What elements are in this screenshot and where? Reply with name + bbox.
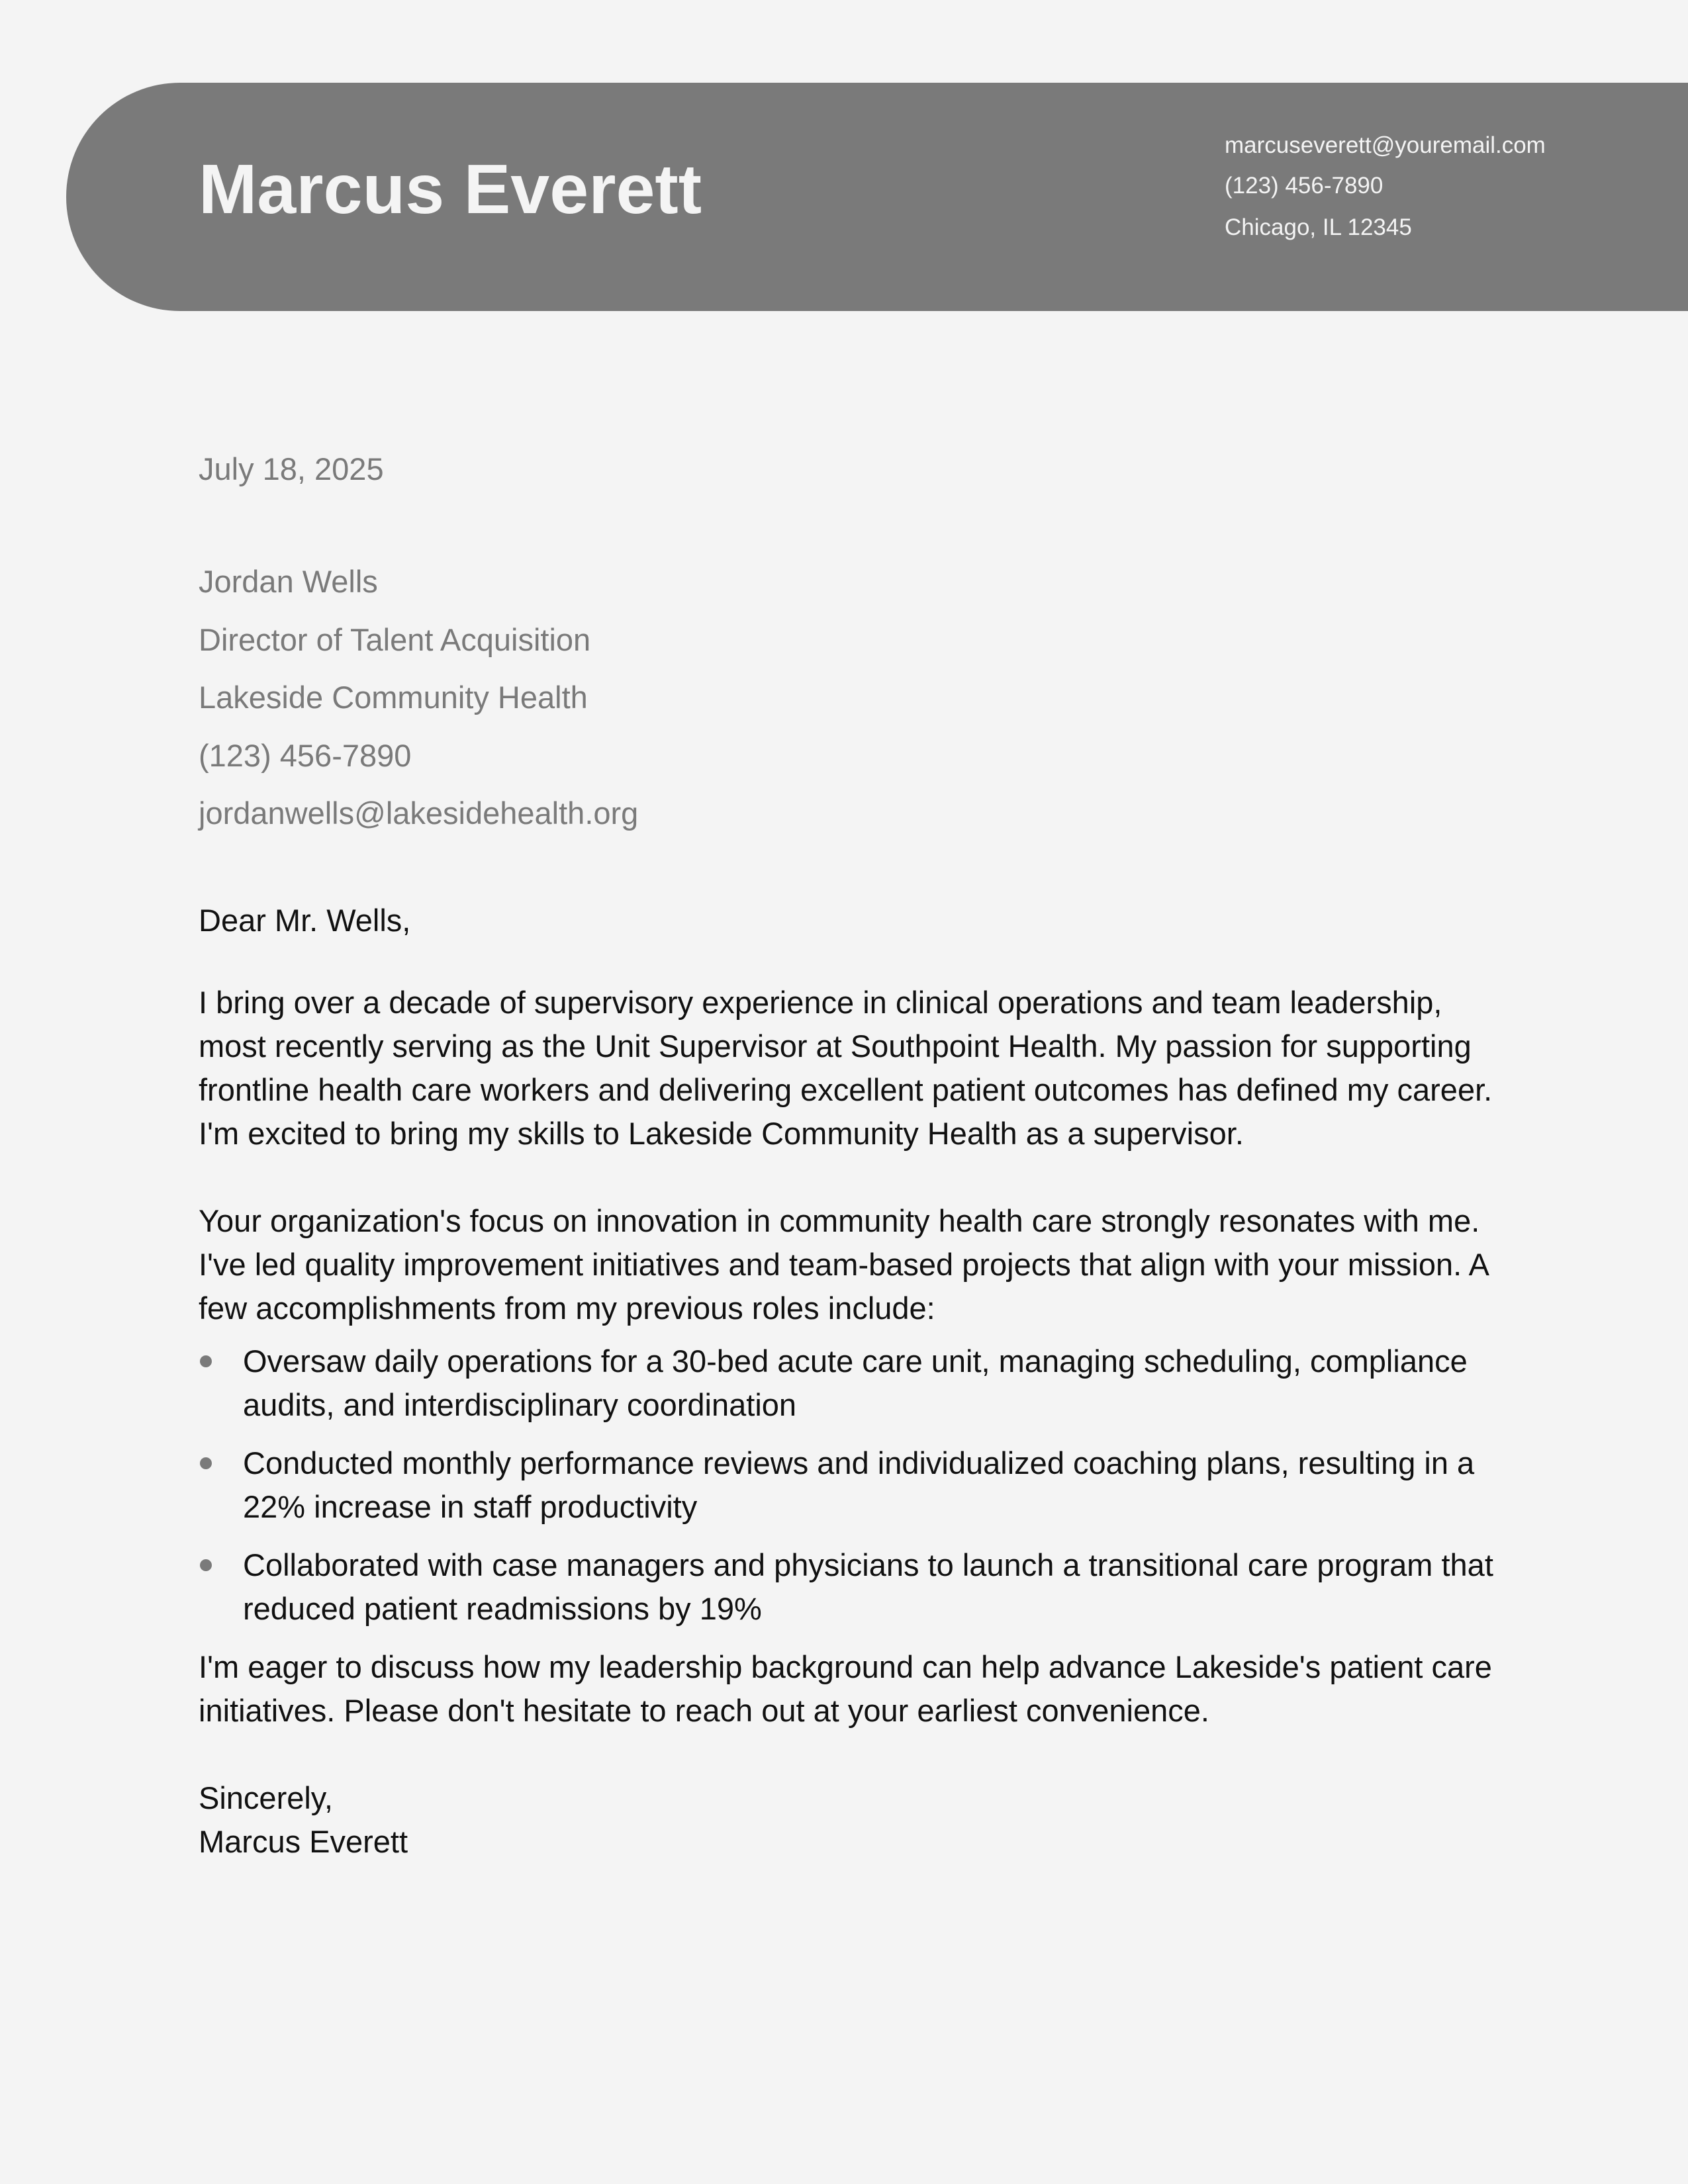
recipient-block — [199, 564, 638, 854]
bullet-icon — [200, 1355, 212, 1367]
list-item — [199, 1340, 1496, 1427]
sender-email: marcuseverett@youremail.com — [1225, 132, 1546, 158]
bullet-icon — [200, 1457, 212, 1469]
list-item-text: Collaborated with case managers and physicians to launch a transitional care program that reduced patient readmissions by 19% — [243, 1547, 1493, 1626]
signature: Marcus Everett — [199, 1824, 408, 1859]
salutation: Dear Mr. Wells, — [199, 903, 411, 938]
recipient-company: Lakeside Community Health — [199, 680, 588, 715]
header-band — [66, 83, 1688, 311]
list-item-text: Oversaw daily operations for a 30-bed acute care unit, managing scheduling, compliance audits, and interdisciplinary coordination — [243, 1343, 1468, 1422]
recipient-title: Director of Talent Acquisition — [199, 621, 591, 657]
list-item-text: Conducted monthly performance reviews and individualized coaching plans, resulting in a 22% increase in staff productivity — [243, 1445, 1475, 1524]
bullet-icon — [200, 1559, 212, 1571]
sender-contact — [1225, 129, 1556, 239]
body-paragraph-3: I'm eager to discuss how my leadership background can help advance Lakeside's patient care initiatives. Please don't hesitate to reach out at your earliest convenience. — [199, 1649, 1492, 1728]
sender-name: Marcus Everett — [199, 150, 702, 228]
sender-location: Chicago, IL 12345 — [1225, 214, 1412, 240]
letter-body — [199, 899, 1496, 1864]
sender-phone: (123) 456-7890 — [1225, 173, 1383, 199]
list-item — [199, 1441, 1496, 1529]
closing: Sincerely, — [199, 1780, 333, 1815]
recipient-name: Jordan Wells — [199, 564, 378, 599]
body-paragraph-2: Your organization's focus on innovation in community health care strongly resonates with me. I've led quality improvement initiatives and team-based projects that align with your mission. A few accomplishments from my previous roles include: — [199, 1203, 1488, 1326]
list-item — [199, 1543, 1496, 1631]
letter-date: July 18, 2025 — [199, 451, 384, 486]
accomplishments-list — [199, 1340, 1496, 1631]
closing-block — [199, 1776, 1496, 1864]
recipient-email: jordanwells@lakesidehealth.org — [199, 796, 639, 831]
recipient-phone: (123) 456-7890 — [199, 737, 412, 773]
body-paragraph-1: I bring over a decade of supervisory experience in clinical operations and team leadership, most recently serving as the Unit Supervisor at Southpoint Health. My passion for supporting frontline health care workers and delivering excellent patient outcomes has defined my career. I'm excited to bring my skills to Lakeside Community Health as a supervisor. — [199, 985, 1493, 1151]
